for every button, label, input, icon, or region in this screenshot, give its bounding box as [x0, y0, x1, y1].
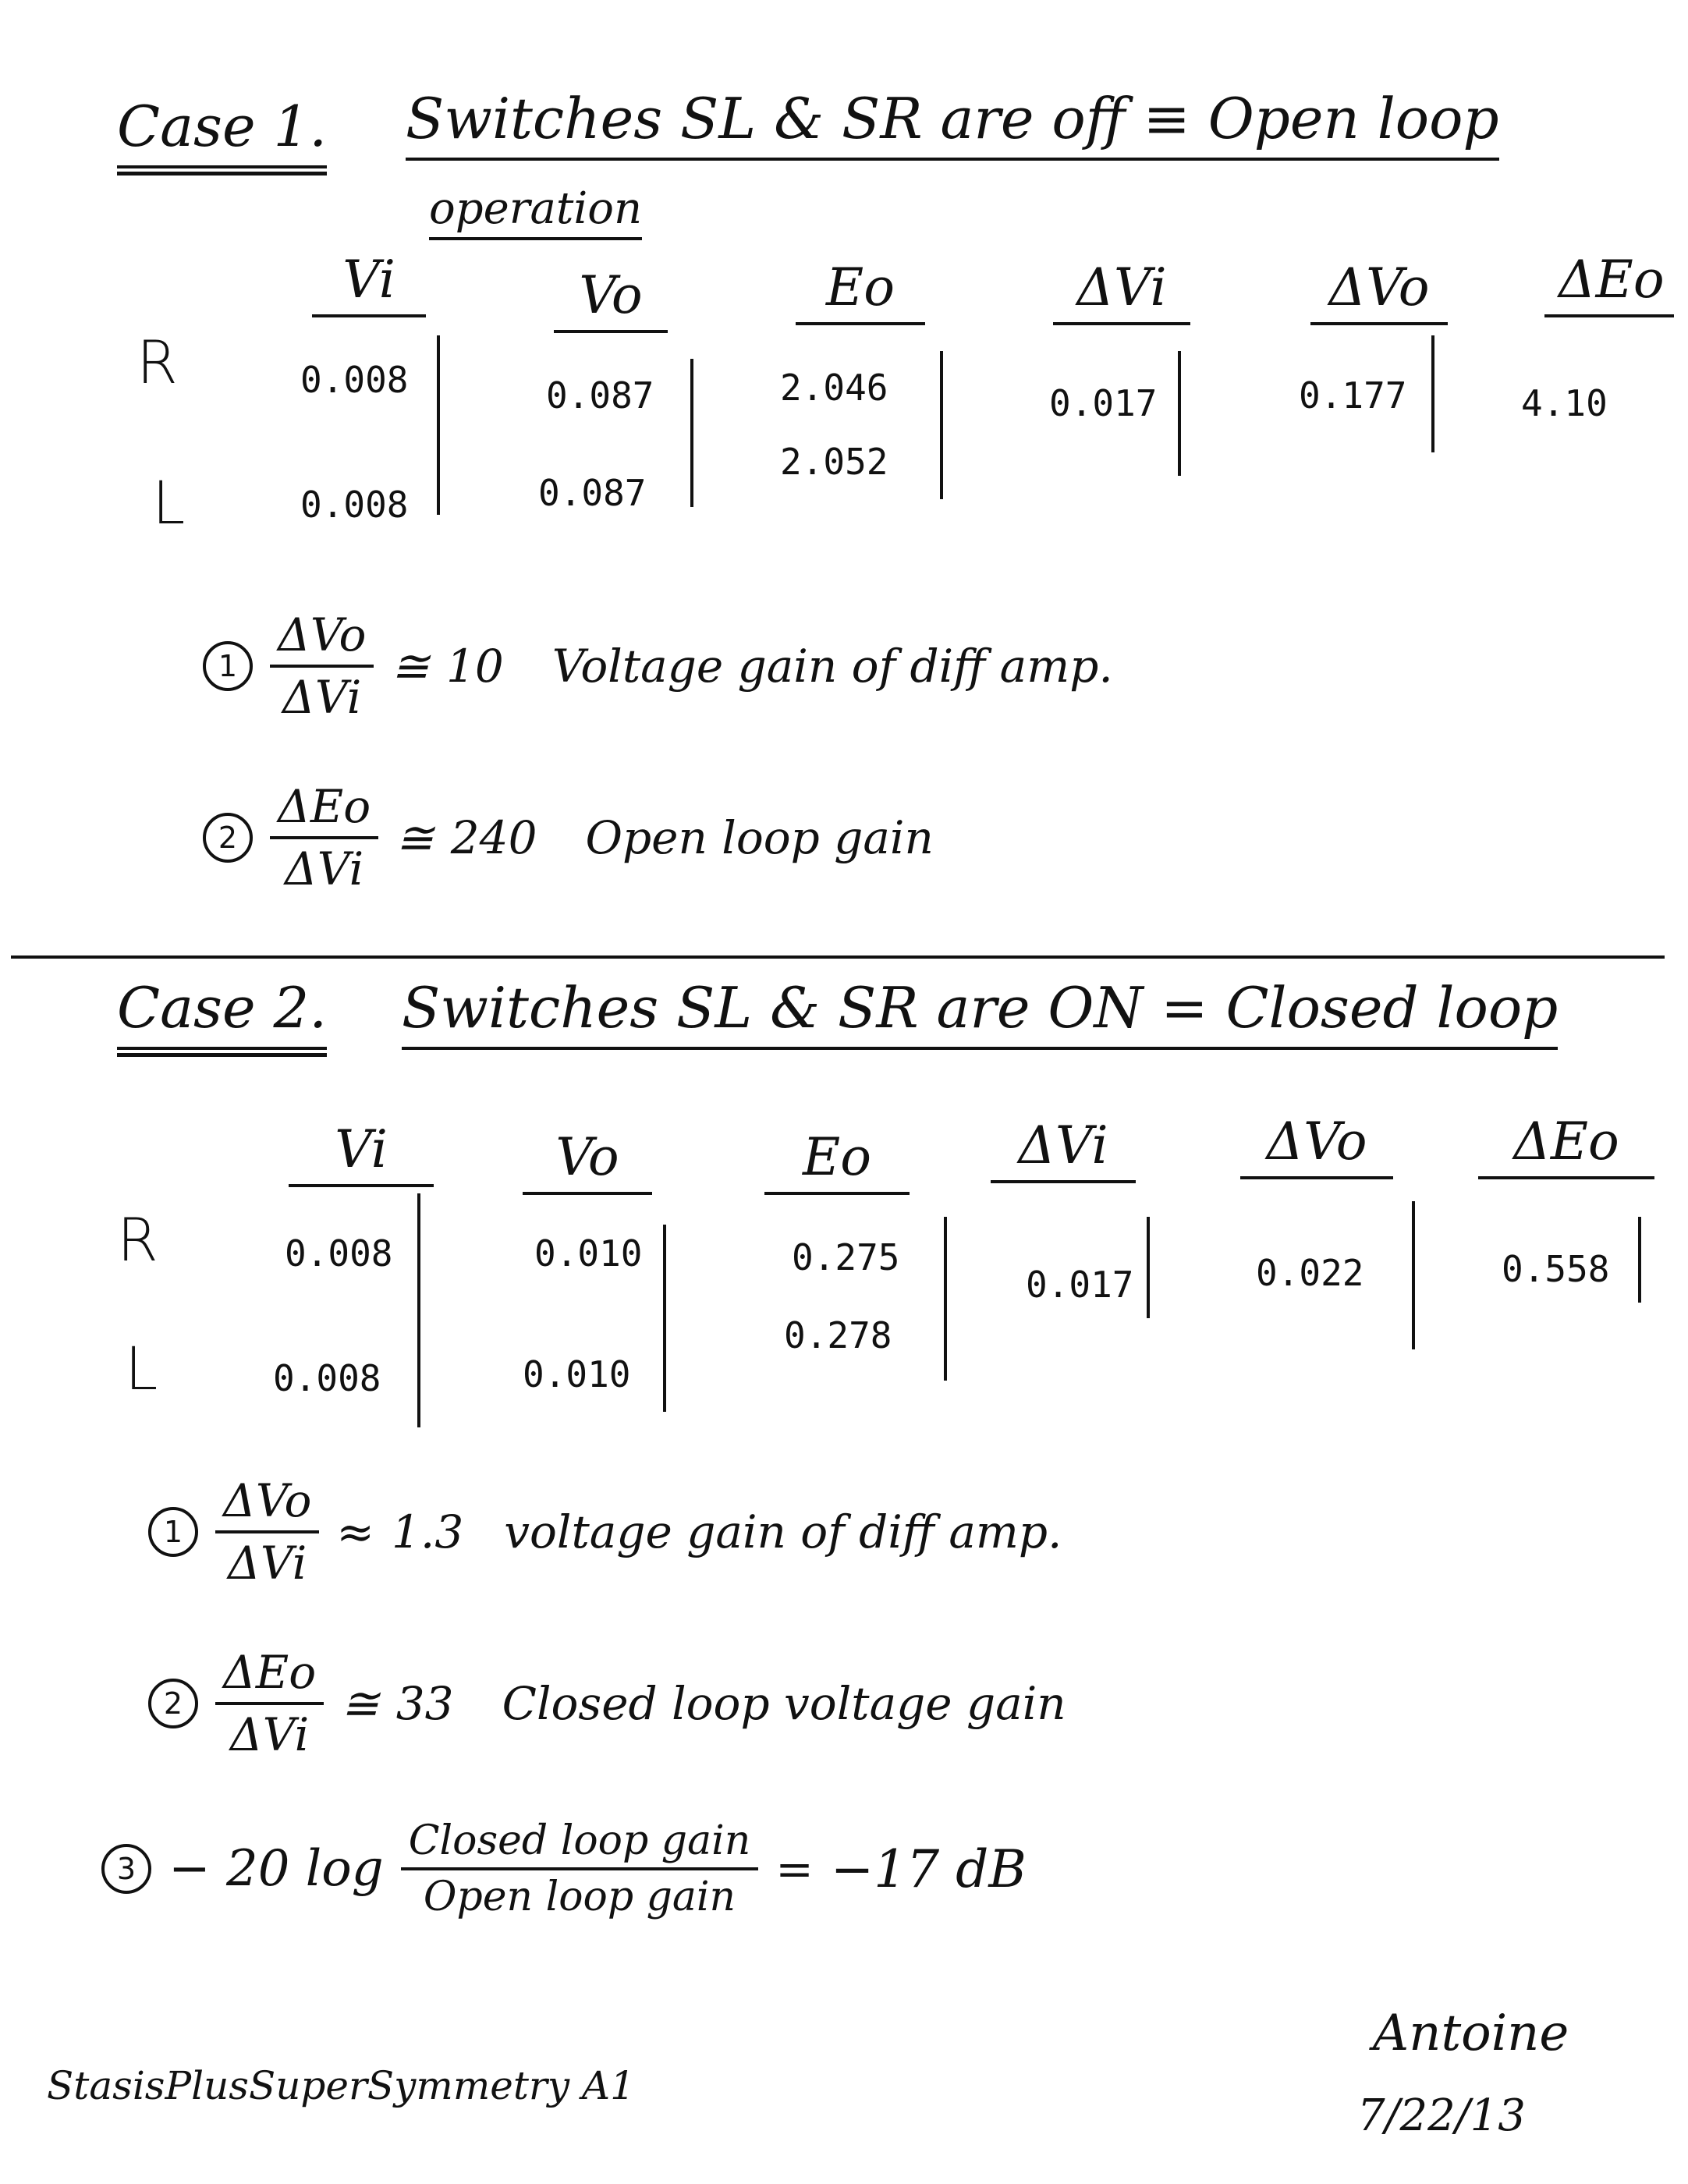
equation-number-circle: 2	[148, 1679, 198, 1728]
fraction-denominator: ΔVi	[229, 1708, 310, 1761]
case2-divider-vi	[417, 1193, 420, 1427]
case2-label: Case 2.	[117, 975, 327, 1057]
case1-label: Case 1.	[117, 94, 327, 176]
case2-header-dvi: ΔVi	[991, 1115, 1136, 1183]
equation-value: −17 dB	[830, 1838, 1027, 1899]
case1-row-label-l: L	[152, 468, 186, 537]
case1-l-eo: 2.052	[780, 441, 888, 483]
fraction-denominator: ΔVi	[228, 1537, 307, 1590]
equation-prefix: − 20 log	[168, 1840, 384, 1898]
case1-header-dvo: ΔVo	[1310, 257, 1448, 325]
case2-equation-2	[148, 1646, 1066, 1761]
approx-symbol: ≅	[391, 640, 429, 693]
case1-divider-dvo	[1431, 335, 1434, 452]
case2-divider-vo	[663, 1225, 666, 1412]
case1-l-vo: 0.087	[538, 472, 647, 514]
case2-r-deo: 0.558	[1502, 1248, 1610, 1290]
equation-value: 10	[445, 640, 504, 693]
case1-divider-eo	[940, 351, 943, 499]
equals-symbol: =	[775, 1842, 814, 1895]
case1-header-vi: Vi	[312, 250, 426, 317]
fraction	[215, 1474, 319, 1590]
case2-l-eo: 0.278	[784, 1314, 892, 1356]
case1-r-dvi: 0.017	[1049, 382, 1158, 424]
case2-header-eo: Eo	[764, 1127, 910, 1195]
case2-header-vi: Vi	[289, 1119, 434, 1187]
case1-header-vo: Vo	[554, 265, 668, 333]
equation-number-circle: 1	[203, 641, 253, 691]
case1-r-deo: 4.10	[1521, 382, 1608, 424]
case2-l-vi: 0.008	[273, 1357, 381, 1399]
equation-note: Voltage gain of diff amp.	[551, 640, 1113, 693]
fraction-numerator: ΔEo	[215, 1646, 324, 1705]
fraction-denominator: ΔVi	[282, 671, 362, 724]
case2-divider-deo	[1638, 1217, 1641, 1303]
case1-r-vi: 0.008	[300, 359, 409, 401]
case1-header-eo: Eo	[796, 257, 925, 325]
case2-header-vo: Vo	[523, 1127, 652, 1195]
equation-number-circle: 2	[203, 813, 253, 863]
case1-equation-2	[203, 780, 934, 895]
fraction	[401, 1817, 758, 1920]
equation-note: voltage gain of diff amp.	[504, 1505, 1062, 1558]
equation-note: Open loop gain	[585, 811, 934, 864]
case2-header-dvo: ΔVo	[1240, 1112, 1393, 1179]
case1-divider-vo	[690, 359, 693, 507]
case2-title: Switches SL & SR are ON = Closed loop	[402, 975, 1558, 1050]
case2-r-eo: 0.275	[792, 1236, 900, 1278]
case1-header-deo: ΔEo	[1544, 250, 1674, 317]
case2-divider-dvi	[1147, 1217, 1150, 1318]
fraction	[270, 780, 378, 895]
signature-date: 7/22/13	[1357, 2090, 1526, 2141]
case2-header-deo: ΔEo	[1478, 1112, 1654, 1179]
fraction-numerator: ΔEo	[270, 780, 378, 839]
case2-row-label-l: L	[125, 1334, 158, 1403]
approx-symbol: ≅	[395, 811, 434, 864]
case1-r-vo: 0.087	[546, 374, 654, 417]
case1-r-eo: 2.046	[780, 367, 888, 409]
footer-document-id: StasisPlusSuperSymmetry A1	[47, 2063, 635, 2108]
equation-value: 240	[450, 811, 537, 864]
equation-value: 33	[395, 1677, 454, 1730]
case2-r-dvi: 0.017	[1026, 1264, 1134, 1306]
case1-title: Switches SL & SR are off ≡ Open loop	[406, 86, 1499, 161]
fraction-numerator: ΔVo	[270, 608, 374, 668]
case2-divider-eo	[944, 1217, 947, 1381]
approx-symbol: ≅	[341, 1677, 379, 1730]
section-divider	[11, 956, 1665, 959]
equation-value: 1.3	[391, 1505, 464, 1558]
case1-row-label-r: R	[137, 328, 178, 397]
case2-r-vo: 0.010	[534, 1232, 643, 1275]
case2-divider-dvo	[1412, 1201, 1415, 1349]
fraction	[270, 608, 374, 724]
equation-number-circle: 1	[148, 1507, 198, 1557]
equation-number-circle: 3	[101, 1844, 151, 1894]
fraction-denominator: Open loop gain	[423, 1874, 736, 1920]
case1-header-dvi: ΔVi	[1053, 257, 1190, 325]
fraction-denominator: ΔVi	[284, 842, 364, 895]
fraction-numerator: Closed loop gain	[401, 1817, 758, 1870]
case2-r-dvo: 0.022	[1256, 1252, 1364, 1294]
fraction-numerator: ΔVo	[215, 1474, 319, 1533]
case1-subtitle: operation	[429, 183, 642, 240]
case2-l-vo: 0.010	[523, 1353, 631, 1395]
fraction	[215, 1646, 324, 1761]
case2-equation-3	[101, 1817, 1027, 1920]
equation-note: Closed loop voltage gain	[502, 1677, 1066, 1730]
case1-divider-dvi	[1178, 351, 1181, 476]
case2-equation-1	[148, 1474, 1062, 1590]
case2-row-label-r: R	[117, 1205, 158, 1275]
case1-r-dvo: 0.177	[1299, 374, 1407, 417]
signature: Antoine	[1373, 2005, 1569, 2062]
case1-equation-1	[203, 608, 1113, 724]
case1-divider-vi	[437, 335, 440, 515]
case2-r-vi: 0.008	[285, 1232, 393, 1275]
case1-l-vi: 0.008	[300, 484, 409, 526]
approx-symbol: ≈	[336, 1505, 374, 1558]
